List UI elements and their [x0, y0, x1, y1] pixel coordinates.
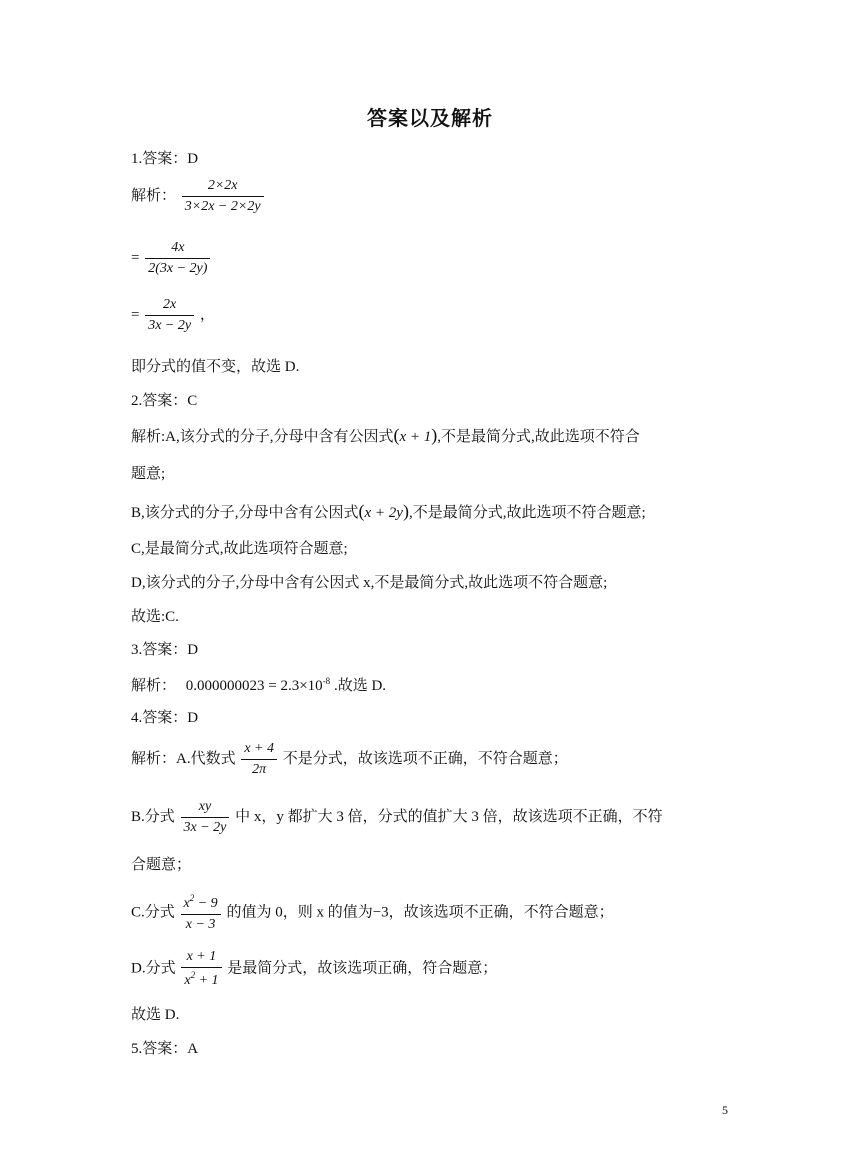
q1-fraction-3 [145, 297, 194, 334]
q4-option-b-fraction [181, 799, 230, 836]
fraction-numerator: xy [181, 799, 230, 818]
fraction-numerator: 2×2x [182, 178, 264, 197]
numerator-base: x [183, 896, 190, 911]
left-paren: ( [358, 501, 365, 521]
q4-option-a-tail: 不是分式，故该选项不正确，不符合题意； [282, 751, 568, 768]
fraction-denominator [181, 968, 221, 989]
q4-conclusion: 故选 D. [131, 1007, 180, 1023]
q2-option-d: D,该分式的分子,分母中含有公因式 x,不是最简分式,故此选项不符合题意; [131, 575, 608, 591]
right-paren: ) [402, 501, 409, 521]
q4-option-c-tail: 的值为 0，则 x 的值为−3，故该选项不正确，不符合题意； [226, 904, 614, 921]
equals-sign: = [131, 307, 140, 324]
q2-answer: 2.答案：C [131, 393, 198, 409]
q1-solution-step1 [131, 178, 266, 215]
left-paren: ( [393, 425, 400, 445]
q4-option-b [131, 799, 663, 836]
q4-option-a-text: 解析：A.代数式 [131, 751, 236, 768]
q2-option-a-continued: 题意; [131, 466, 166, 482]
q1-solution-step2 [131, 240, 212, 277]
denominator-tail: + 1 [195, 973, 219, 989]
q1-conclusion: 即分式的值不变，故选 D. [131, 359, 300, 375]
q4-option-c [131, 893, 614, 933]
q1-label: 解析： [131, 188, 177, 205]
fraction-denominator: x − 3 [185, 917, 216, 933]
q4-option-d-tail: 是最简分式，故该选项正确，符合题意； [227, 960, 498, 977]
q5-answer: 5.答案：A [131, 1041, 199, 1057]
q1-fraction-1 [182, 178, 264, 215]
q3-expression: 0.000000023 = 2.3×10 [185, 678, 323, 694]
q2-option-b [131, 502, 646, 521]
fraction-denominator: 3x − 2y [148, 318, 192, 334]
fraction-numerator [181, 893, 221, 915]
q2-option-a [131, 426, 640, 445]
q4-option-b-text: B.分式 [131, 809, 175, 826]
q4-option-c-fraction [181, 893, 221, 933]
q3-solution [131, 677, 386, 694]
q4-option-a [131, 741, 568, 778]
q4-option-d-text: D.分式 [131, 960, 176, 977]
q4-answer: 4.答案：D [131, 710, 199, 726]
fraction-denominator: 3x − 2y [183, 820, 227, 836]
q3-answer: 3.答案：D [131, 642, 199, 658]
fraction-numerator: x + 4 [241, 741, 277, 760]
q2-option-b-tail: ,不是最简分式,故此选项不符合题意; [408, 505, 646, 521]
fraction-denominator: 3×2x − 2×2y [184, 199, 261, 215]
fraction-numerator: 4x [145, 240, 210, 259]
q2-option-b-factor: x + 2y [364, 505, 403, 521]
numerator-exponent: 2 [189, 893, 195, 903]
right-paren: ) [431, 425, 438, 445]
fraction-denominator: 2(3x − 2y) [148, 261, 208, 277]
q2-conclusion: 故选:C. [131, 609, 179, 625]
fraction-numerator: x + 1 [181, 949, 221, 968]
q4-option-d-fraction [181, 949, 221, 989]
equals-sign: = [131, 250, 140, 267]
q2-option-b-text: B,该分式的分子,分母中含有公因式 [131, 505, 359, 521]
page-number: 5 [722, 1103, 728, 1117]
q4-option-c-text: C.分式 [131, 904, 175, 921]
q4-option-a-fraction [241, 741, 277, 778]
q2-option-a-text: 解析:A,该分式的分子,分母中含有公因式 [131, 429, 394, 445]
denominator-exponent: 2 [190, 970, 196, 981]
q1-answer: 1.答案：D [131, 151, 199, 167]
q1-fraction-2 [145, 240, 210, 277]
denominator-base: x [184, 973, 191, 989]
q2-option-a-tail: ,不是最简分式,故此选项不符合 [437, 429, 640, 445]
numerator-tail: − 9 [194, 896, 218, 911]
q3-tail: .故选 D. [333, 678, 387, 694]
q4-option-b-continued: 合题意； [131, 857, 192, 873]
q3-label: 解析： [131, 678, 177, 694]
comma: ， [199, 307, 215, 324]
q4-option-b-tail: 中 x，y 都扩大 3 倍，分式的值扩大 3 倍，故该选项不正确，不符 [235, 809, 663, 826]
q2-option-c: C,是最简分式,故此选项符合题意; [131, 541, 348, 557]
fraction-denominator: 2π [252, 762, 267, 778]
q3-exponent: -8 [322, 676, 331, 686]
page-title: 答案以及解析 [367, 108, 493, 130]
q1-solution-step3 [131, 297, 215, 334]
q2-option-a-factor: x + 1 [399, 429, 432, 445]
q4-option-d [131, 949, 497, 989]
fraction-numerator: 2x [145, 297, 194, 316]
